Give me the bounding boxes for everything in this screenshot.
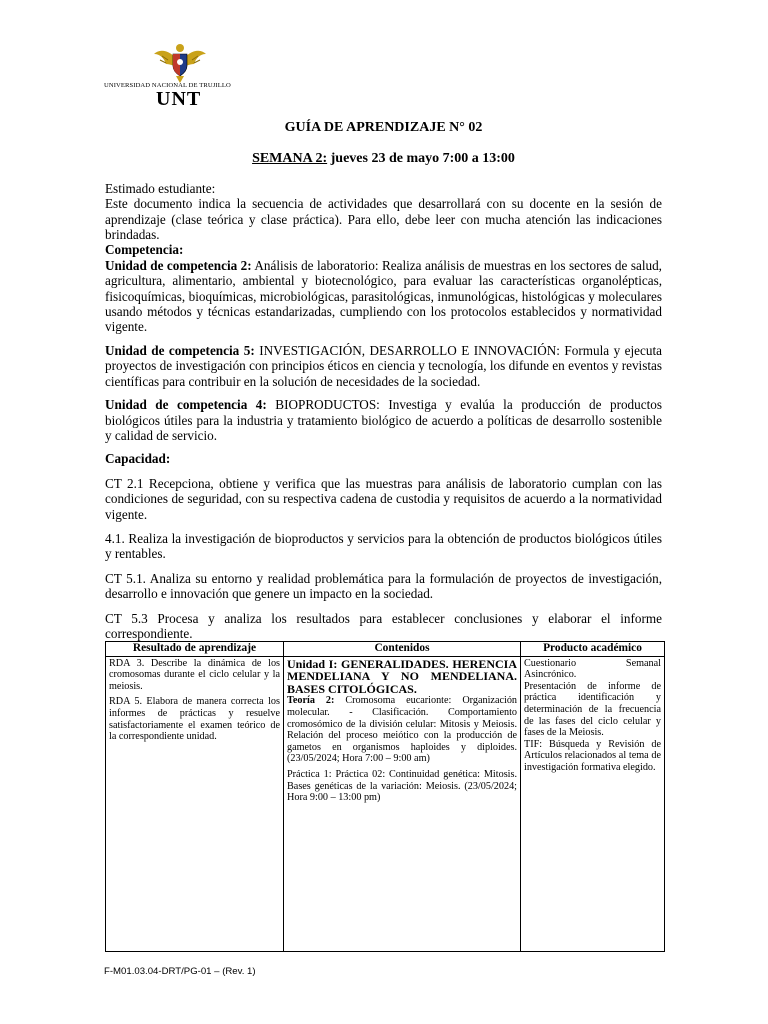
contents-cell <box>284 656 521 951</box>
competency-5: Unidad de competencia 5: INVESTIGACIÓN, DESARROLLO E INNOVACIÓN: Formula y ejecuta proyectos de investigación con principios éticos en ciencia y tecnología, los difunde en eventos y revistas científicas para contribuir en la solución de necesidades de la sociedad. <box>105 342 662 389</box>
practice-2: Práctica 1: Práctica 02: Continuidad genética: Mitosis. Bases genéticas de la variación: Meiosis. (23/05/2024; Hora 9:00 – 13:00 pm) <box>287 768 517 804</box>
unit-title: Unidad I: GENERALIDADES. HERENCIA MENDELIANA Y NO MENDELIANA. BASES CITOLÓGICAS. <box>287 656 517 696</box>
university-crest-icon <box>152 40 208 84</box>
product-informe: Presentación de informe de práctica identificación y determinación de la frecuencia de las fases del ciclo celular y fases de la Meiosis. <box>524 680 661 739</box>
document-title: GUÍA DE APRENDIZAJE N° 02 <box>284 120 483 135</box>
capacity-ct51: CT 5.1. Analiza su entorno y realidad problemática para la formulación de proyectos de investigación, desarrollo e innovación que genere un impacto en la sociedad. <box>105 570 662 602</box>
product-cuestionario: Cuestionario Semanal Asincrónico. <box>524 657 661 681</box>
competency-2: Unidad de competencia 2: Análisis de laboratorio: Realiza análisis de muestras en los sectores de salud, agricultura, alimentario, ambiental y biotecnológico, para evaluar las características organolépticas, fisicoquímicas, bioquímicas, microbiológicas, parasitológicas, inmunológicas, histológicas y moleculares usando métodos y técnicas estandarizadas, cumpliendo con los protocolos establecidos y normatividad vigente. <box>105 257 662 335</box>
theory-2: Teoría 2: Cromosoma eucarionte: Organización molecular. - Clasificación. Comportamiento cromosómico de la división celular: Mitosis y Meiosis. Relación del proceso meiótico con la producción de gametos en organismos haploides y diploides. (23/05/2024; Hora 7:00 – 9:00 am) <box>287 695 518 765</box>
week-label: SEMANA 2: <box>252 151 328 167</box>
footer-code: F-M01.03.04-DRT/PG-01 – (Rev. 1) <box>104 966 256 977</box>
document-body <box>105 118 662 641</box>
header-contenidos: Contenidos <box>284 642 521 657</box>
learning-table <box>105 641 665 952</box>
products-cell <box>521 656 665 951</box>
week-heading <box>105 151 662 166</box>
intro-paragraph: Este documento indica la secuencia de actividades que desarrollará con su docente en la sesión de aprendizaje (clase teórica y clase práctica). Para ello, debe leer con mucha atención las indicaciones brindadas. <box>105 196 662 243</box>
header-resultado: Resultado de aprendizaje <box>106 642 284 657</box>
university-logo <box>104 40 254 112</box>
week-date: jueves 23 de mayo 7:00 a 13:00 <box>327 151 515 167</box>
result-rda5: RDA 5. Elabora de manera correcta los informes de prácticas y resuelve satisfactoriamente el examen teórico de la correspondiente unidad. <box>109 696 280 743</box>
table-header-row <box>106 642 665 657</box>
greeting: Estimado estudiante: <box>105 180 216 196</box>
capacity-41: 4.1. Realiza la investigación de bioproductos y servicios para la obtención de productos biológicos útiles y rentables. <box>105 530 662 562</box>
header-producto: Producto académico <box>521 642 665 657</box>
competencia-heading: Competencia: <box>105 242 184 258</box>
capacidad-heading: Capacidad: <box>105 451 171 467</box>
competency-4: Unidad de competencia 4: BIOPRODUCTOS: Investiga y evalúa la producción de productos biológicos útiles para la industria y tratamiento biológico de acuerdo a políticas de desarrollo sostenible y calidad de servicio. <box>105 397 662 443</box>
university-acronym: UNT <box>156 88 202 110</box>
capacity-ct21: CT 2.1 Recepciona, obtiene y verifica que las muestras para análisis de laboratorio cumplan con las condiciones de seguridad, con su respectiva cadena de custodia y requisitos de acuerdo a la normatividad vigente. <box>105 475 662 522</box>
product-tif: TIF: Búsqueda y Revisión de Artículos relacionados al tema de investigación formativa elegido. <box>524 738 661 773</box>
result-rda3: RDA 3. Describe la dinámica de los cromosomas durante el ciclo celular y la meiosis. <box>109 657 280 692</box>
capacity-ct53: CT 5.3 Procesa y analiza los resultados para establecer conclusiones y elaborar el informe correspondiente. <box>105 610 662 641</box>
results-cell <box>106 656 284 951</box>
table-row <box>106 656 665 951</box>
university-name: UNIVERSIDAD NACIONAL DE TRUJILLO <box>104 82 231 89</box>
